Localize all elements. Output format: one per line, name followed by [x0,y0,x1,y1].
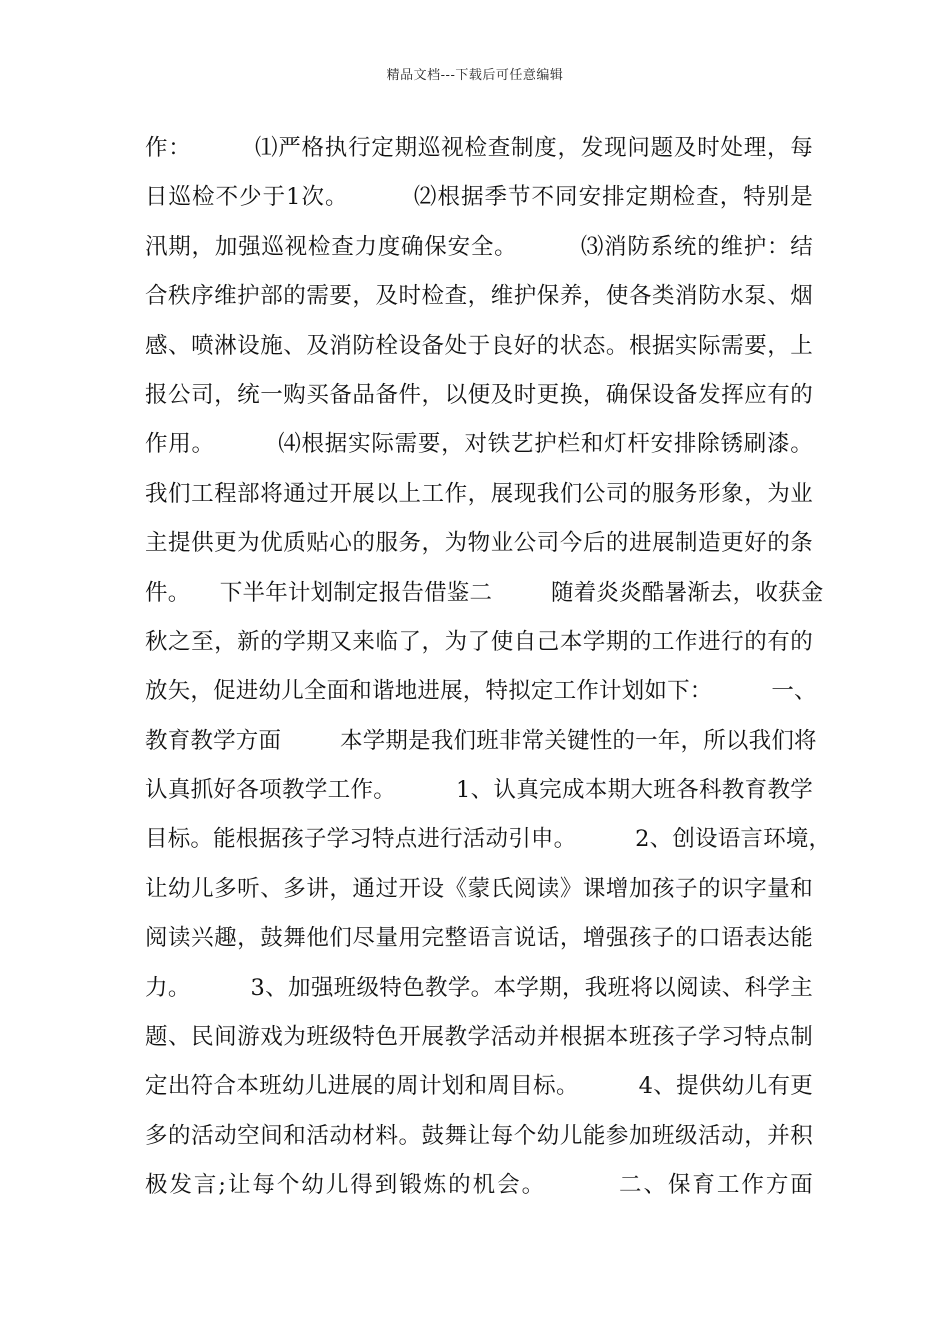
text-line: 日巡检不少于1次。 ⑵根据季节不同安排定期检查，特别是 [145,184,813,211]
text-line: 主提供更为优质贴心的服务，为物业公司今后的进展制造更好的条 [145,530,813,557]
text-line: 多的活动空间和活动材料。鼓舞让每个幼儿能参加班级活动，并积 [145,1122,813,1149]
text-line: 合秩序维护部的需要，及时检查，维护保养，使各类消防水泵、烟 [145,283,813,310]
text-line: 认真抓好各项教学工作。 1、认真完成本期大班各科教育教学 [145,777,813,804]
text-line: 阅读兴趣，鼓舞他们尽量用完整语言说话，增强孩子的口语表达能 [145,925,813,952]
document-body [145,124,832,1211]
page-header: 精品文档---下载后可任意编辑 [386,68,564,83]
text-line: 放矢，促进幼儿全面和谐地进展，特拟定工作计划如下： 一、 [145,678,817,705]
text-line: 秋之至，新的学期又来临了，为了使自己本学期的工作进行的有的 [145,628,813,655]
text-line: 作用。 ⑷根据实际需要，对铁艺护栏和灯杆安排除锈刷漆。 [145,431,813,458]
text-line: 我们工程部将通过开展以上工作，展现我们公司的服务形象，为业 [145,480,813,507]
text-line: 教育教学方面 本学期是我们班非常关键性的一年，所以我们将 [145,727,817,754]
text-line: 汛期，加强巡视检查力度确保安全。 ⑶消防系统的维护：结 [145,233,813,260]
text-line: 极发言;让每个幼儿得到锻炼的机会。 二、保育工作方面 [145,1172,813,1199]
text-line: 报公司，统一购买备品备件，以便及时更换，确保设备发挥应有的 [145,381,813,408]
text-line: 题、民间游戏为班级特色开展教学活动并根据本班孩子学习特点制 [145,1024,813,1051]
text-line: 力。 3、加强班级特色教学。本学期，我班将以阅读、科学主 [145,974,813,1001]
text-line: 定出符合本班幼儿进展的周计划和周目标。 4、提供幼儿有更 [145,1073,813,1100]
text-line: 感、喷淋设施、及消防栓设备处于良好的状态。根据实际需要，上 [145,332,813,359]
text-line: 件。 下半年计划制定报告借鉴二 随着炎炎酷暑渐去，收获金 [145,579,824,606]
text-line: 作： ⑴严格执行定期巡视检查制度，发现问题及时处理，每 [145,135,813,161]
text-line: 让幼儿多听、多讲，通过开设《蒙氏阅读》课增加孩子的识字量和 [145,875,813,902]
text-line: 目标。能根据孩子学习特点进行活动引申。 2、创设语言环境， [145,826,832,853]
